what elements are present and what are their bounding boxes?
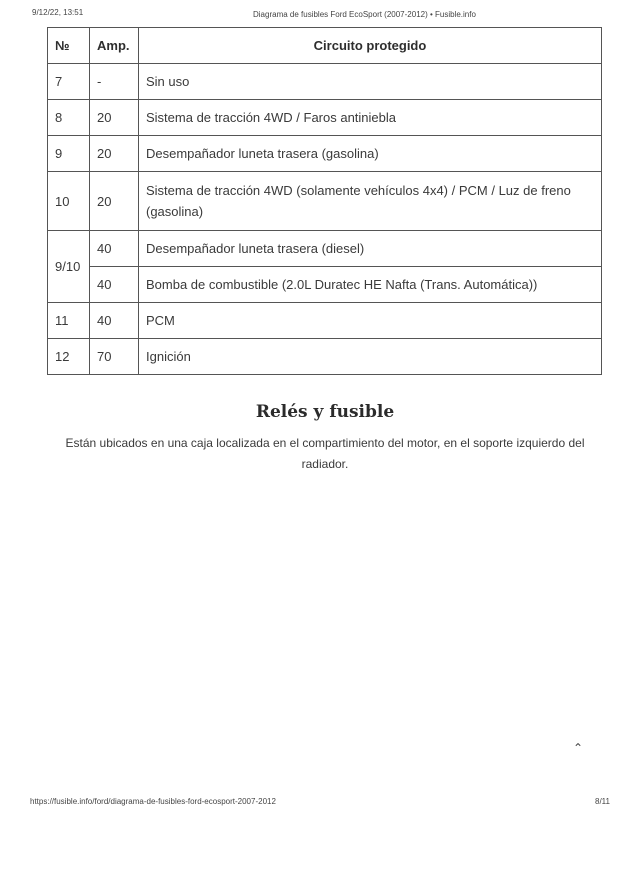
table-row: [48, 339, 602, 375]
fuse-table: [47, 27, 602, 375]
cell-no: 12: [48, 339, 90, 375]
table-row: [48, 267, 602, 303]
cell-amp: 20: [90, 136, 139, 172]
header-amp: Amp.: [90, 28, 139, 64]
table-row: [48, 100, 602, 136]
cell-amp: 20: [90, 100, 139, 136]
print-page-title: Diagrama de fusibles Ford EcoSport (2007-2012) • Fusible.info: [253, 10, 476, 19]
table-header-row: [48, 28, 602, 64]
cell-amp: 40: [90, 231, 139, 267]
cell-no: 8: [48, 100, 90, 136]
cell-amp: 20: [90, 172, 139, 231]
header-circuit: Circuito protegido: [139, 28, 602, 64]
cell-no: 9: [48, 136, 90, 172]
print-page-number: 8/11: [595, 797, 610, 806]
cell-circuit: Sistema de tracción 4WD (solamente vehículos 4x4) / PCM / Luz de freno (gasolina): [139, 172, 602, 231]
cell-amp: 40: [90, 267, 139, 303]
cell-no: 11: [48, 303, 90, 339]
cell-no: 7: [48, 64, 90, 100]
chevron-up-icon: ⌃: [573, 741, 584, 755]
print-url: https://fusible.info/ford/diagrama-de-fusibles-ford-ecosport-2007-2012: [30, 797, 276, 806]
cell-circuit: PCM: [139, 303, 602, 339]
scroll-to-top-button[interactable]: [573, 741, 583, 755]
cell-circuit: Sin uso: [139, 64, 602, 100]
print-datetime: 9/12/22, 13:51: [32, 8, 84, 17]
header-no: №: [48, 28, 90, 64]
section-title: Relés y fusible: [255, 402, 395, 422]
cell-amp: 70: [90, 339, 139, 375]
cell-amp: 40: [90, 303, 139, 339]
cell-circuit: Desempañador luneta trasera (diesel): [139, 231, 602, 267]
cell-circuit: Ignición: [139, 339, 602, 375]
table-row: [48, 136, 602, 172]
cell-no: 9/10: [48, 231, 90, 303]
cell-no: 10: [48, 172, 90, 231]
table-row: [48, 231, 602, 267]
section-description: Están ubicados en una caja localizada en el compartimiento del motor, en el soporte izquierdo del radiador.: [65, 436, 585, 471]
cell-circuit: Sistema de tracción 4WD / Faros antiniebla: [139, 100, 602, 136]
table-row: [48, 64, 602, 100]
cell-amp: -: [90, 64, 139, 100]
cell-circuit: Desempañador luneta trasera (gasolina): [139, 136, 602, 172]
table-row: [48, 303, 602, 339]
table-row: [48, 172, 602, 231]
cell-circuit: Bomba de combustible (2.0L Duratec HE Nafta (Trans. Automática)): [139, 267, 602, 303]
